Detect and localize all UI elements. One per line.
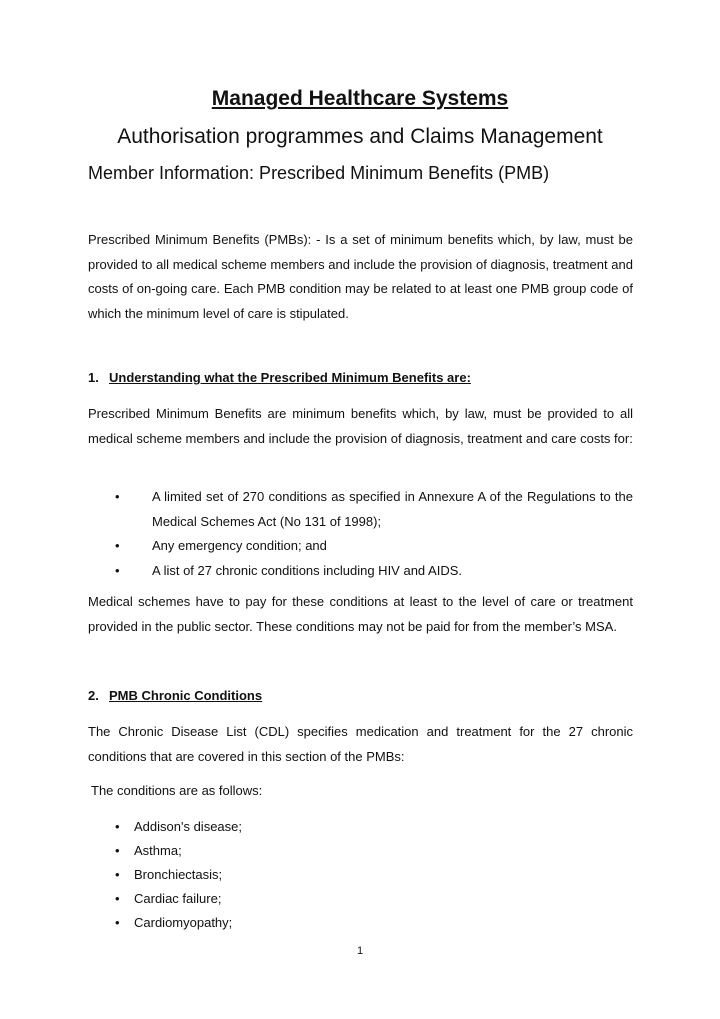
bullet-icon: • — [115, 867, 120, 882]
document-subtitle: Authorisation programmes and Claims Management — [117, 125, 603, 148]
bullet-icon: • — [115, 843, 120, 858]
list-item: • Addison's disease; — [88, 815, 242, 839]
section-1-bullet-list — [88, 485, 633, 583]
bullet-icon: • — [115, 562, 120, 578]
section-1-title: Understanding what the Prescribed Minimum Benefits are: — [109, 370, 471, 385]
intro-paragraph: Prescribed Minimum Benefits (PMBs): - Is a set of minimum benefits which, by law, must be provided to all medical scheme members and include the provision of diagnosis, treatment and costs of on-going care. Each PMB condition may be related to at least one PMB group code of which the minimum level of care is stipulated. — [88, 232, 633, 321]
list-item: • Asthma; — [88, 839, 242, 863]
section-2-paragraph: The Chronic Disease List (CDL) specifies medication and treatment for the 27 chronic conditions that are covered in this section of the PMBs: — [88, 724, 633, 764]
member-info-heading: Member Information: Prescribed Minimum Benefits (PMB) — [88, 163, 550, 183]
page-number: 1 — [356, 945, 364, 957]
bullet-icon: • — [115, 819, 120, 834]
section-2-title: PMB Chronic Conditions — [109, 688, 263, 703]
section-1-number: 1. — [88, 370, 99, 385]
list-item: • A limited set of 270 conditions as specified in Annexure A of the Regulations to the Medical Schemes Act (No 131 of 1998); — [88, 485, 633, 534]
document-title: Managed Healthcare Systems — [211, 87, 509, 110]
bullet-icon: • — [115, 538, 120, 553]
conditions-list — [88, 815, 242, 935]
list-item: • Any emergency condition; and — [88, 534, 633, 559]
section-1-closing-paragraph: Medical schemes have to pay for these conditions at least to the level of care or treatment provided in the public sector. These conditions may not be paid for from the member’s MSA. — [88, 594, 633, 634]
section-2-number: 2. — [88, 688, 99, 703]
bullet-icon: • — [115, 489, 120, 504]
bullet-icon: • — [115, 891, 120, 906]
list-item: • A list of 27 chronic conditions including HIV and AIDS. — [88, 559, 633, 584]
list-item: • Bronchiectasis; — [88, 863, 242, 887]
section-1-paragraph: Prescribed Minimum Benefits are minimum benefits which, by law, must be provided to all medical scheme members and include the provision of diagnosis, treatment and care costs for: — [88, 406, 633, 446]
section-1-heading — [88, 370, 471, 385]
conditions-lead: The conditions are as follows: — [91, 783, 263, 798]
list-item: • Cardiac failure; — [88, 887, 242, 911]
bullet-icon: • — [115, 915, 120, 930]
list-item: • Cardiomyopathy; — [88, 911, 242, 935]
section-2-heading — [88, 688, 262, 703]
